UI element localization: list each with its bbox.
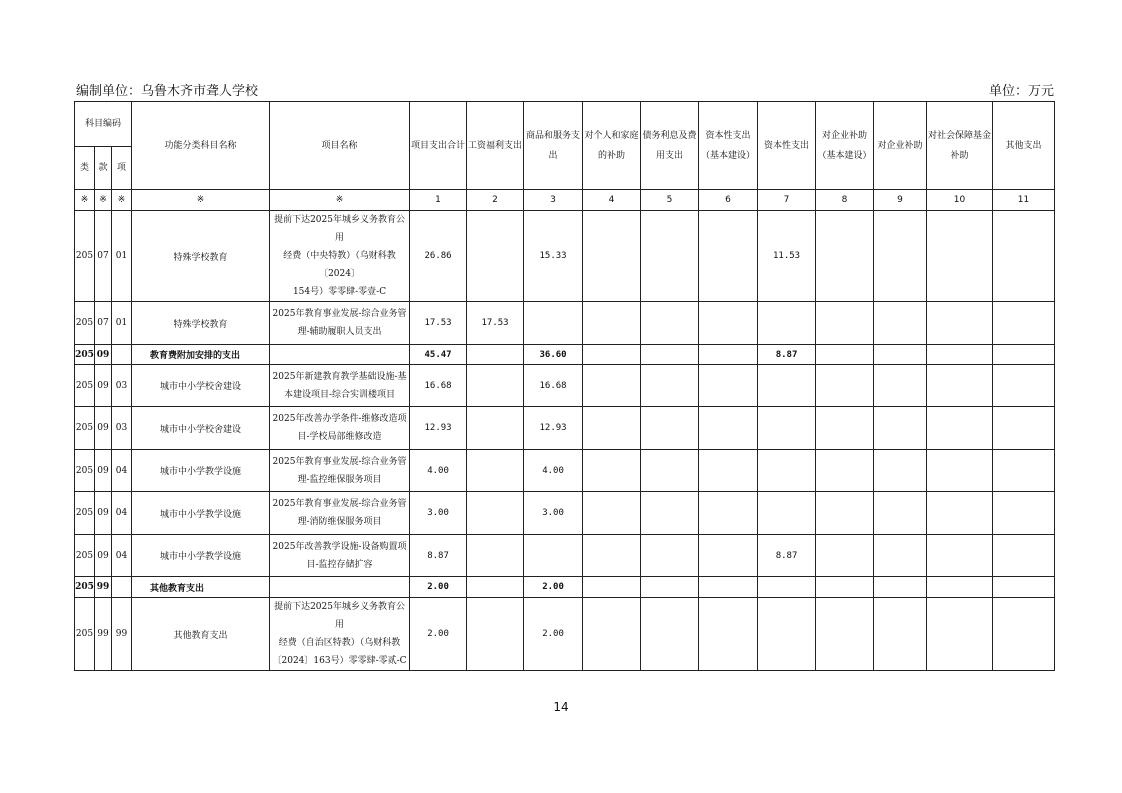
cell-personal bbox=[583, 302, 641, 345]
cell-personal bbox=[583, 598, 641, 671]
cell-kuan: 09 bbox=[95, 450, 112, 492]
cell-social bbox=[927, 577, 993, 598]
cell-enterprise-basic bbox=[816, 345, 874, 365]
cell-proj-name bbox=[270, 407, 410, 450]
cell-enterprise bbox=[874, 598, 927, 671]
cell-lei: 205 bbox=[75, 492, 95, 535]
cell-goods bbox=[524, 535, 583, 577]
cell-wages bbox=[467, 598, 524, 671]
cell-goods: 3.00 bbox=[524, 492, 583, 535]
cell-total: 2.00 bbox=[410, 577, 467, 598]
cell-kuan: 99 bbox=[95, 598, 112, 671]
col-capital-header: 资本性支出 bbox=[758, 102, 816, 190]
cell-total: 4.00 bbox=[410, 450, 467, 492]
col-personal-header: 对个人和家庭的补助 bbox=[583, 102, 641, 190]
proj-line: 提前下达2025年城乡义务教育公用 bbox=[274, 215, 405, 243]
proj-line: 2025年新建教育教学基础设施-基 bbox=[272, 371, 407, 382]
cell-total: 8.87 bbox=[410, 535, 467, 577]
cell-wages bbox=[467, 211, 524, 302]
cell-social bbox=[927, 302, 993, 345]
cell-kuan: 09 bbox=[95, 407, 112, 450]
proj-line: 2025年教育事业发展-综合业务管 bbox=[272, 499, 407, 509]
cell-other bbox=[993, 345, 1055, 365]
cell-social bbox=[927, 407, 993, 450]
cell-other bbox=[993, 365, 1055, 407]
cell-capital-basic bbox=[699, 535, 758, 577]
table-row bbox=[75, 407, 1055, 450]
cell-wages bbox=[467, 450, 524, 492]
cell-enterprise-basic bbox=[816, 492, 874, 535]
cell-lei: 205 bbox=[75, 450, 95, 492]
proj-line: 〔2024〕163号）零零肆-零贰-C bbox=[272, 656, 407, 666]
cell-debt bbox=[641, 211, 699, 302]
cell-total: 17.53 bbox=[410, 302, 467, 345]
cell-capital bbox=[758, 577, 816, 598]
table-row bbox=[75, 598, 1055, 671]
mark-proj: ※ bbox=[270, 190, 410, 211]
col-other-header: 其他支出 bbox=[993, 102, 1055, 190]
cell-lei: 205 bbox=[75, 598, 95, 671]
cell-func-name: 特殊学校教育 bbox=[132, 302, 270, 345]
cell-goods: 36.60 bbox=[524, 345, 583, 365]
cell-other bbox=[993, 211, 1055, 302]
index-5: 5 bbox=[641, 190, 699, 211]
cell-func-name: 其他教育支出 bbox=[132, 577, 270, 598]
cell-goods: 2.00 bbox=[524, 577, 583, 598]
cell-capital: 8.87 bbox=[758, 345, 816, 365]
cell-social bbox=[927, 535, 993, 577]
xiang-header: 项 bbox=[112, 147, 132, 190]
cell-xiang: 99 bbox=[112, 598, 132, 671]
cell-lei: 205 bbox=[75, 302, 95, 345]
cell-personal bbox=[583, 345, 641, 365]
index-6: 6 bbox=[699, 190, 758, 211]
cell-xiang: 04 bbox=[112, 535, 132, 577]
cell-personal bbox=[583, 211, 641, 302]
cell-enterprise-basic bbox=[816, 577, 874, 598]
cell-goods: 16.68 bbox=[524, 365, 583, 407]
cell-other bbox=[993, 492, 1055, 535]
cell-total: 12.93 bbox=[410, 407, 467, 450]
cell-func-name: 城市中小学教学设施 bbox=[132, 450, 270, 492]
proj-line: 目-学校局部维修改造 bbox=[297, 432, 382, 442]
cell-func-name: 特殊学校教育 bbox=[132, 211, 270, 302]
subtotal-row bbox=[75, 345, 1055, 365]
cell-goods: 4.00 bbox=[524, 450, 583, 492]
index-row bbox=[75, 190, 1055, 211]
proj-line: 理-辅助履职人员支出 bbox=[297, 327, 382, 337]
cell-lei: 205 bbox=[75, 211, 95, 302]
mark-func: ※ bbox=[132, 190, 270, 211]
cell-capital-basic bbox=[699, 407, 758, 450]
cell-enterprise bbox=[874, 302, 927, 345]
cell-kuan: 07 bbox=[95, 302, 112, 345]
cell-goods: 2.00 bbox=[524, 598, 583, 671]
currency-unit: 单位：万元 bbox=[988, 84, 1054, 99]
index-7: 7 bbox=[758, 190, 816, 211]
cell-debt bbox=[641, 492, 699, 535]
mark-xiang: ※ bbox=[112, 190, 132, 211]
table-row bbox=[75, 302, 1055, 345]
index-2: 2 bbox=[467, 190, 524, 211]
subtotal-row bbox=[75, 577, 1055, 598]
cell-personal bbox=[583, 365, 641, 407]
cell-other bbox=[993, 598, 1055, 671]
cell-total: 45.47 bbox=[410, 345, 467, 365]
cell-goods bbox=[524, 302, 583, 345]
cell-other bbox=[993, 577, 1055, 598]
proj-line: 2025年教育事业发展-综合业务管 bbox=[272, 309, 407, 319]
cell-capital-basic bbox=[699, 598, 758, 671]
cell-enterprise bbox=[874, 211, 927, 302]
col-enterprise-header: 对企业补助 bbox=[874, 102, 927, 190]
col-enterprise-basic-header: 对企业补助（基本建设） bbox=[816, 102, 874, 190]
index-1: 1 bbox=[410, 190, 467, 211]
table-row bbox=[75, 450, 1055, 492]
table-row bbox=[75, 492, 1055, 535]
cell-proj-name bbox=[270, 302, 410, 345]
project-expenditure-table bbox=[74, 101, 1055, 671]
cell-debt bbox=[641, 302, 699, 345]
cell-social bbox=[927, 345, 993, 365]
cell-kuan: 09 bbox=[95, 535, 112, 577]
cell-debt bbox=[641, 365, 699, 407]
cell-enterprise-basic bbox=[816, 211, 874, 302]
cell-debt bbox=[641, 598, 699, 671]
cell-total: 26.86 bbox=[410, 211, 467, 302]
proj-line: 2025年改善教学设施-设备购置项 bbox=[272, 541, 407, 552]
cell-debt bbox=[641, 407, 699, 450]
cell-kuan: 07 bbox=[95, 211, 112, 302]
cell-social bbox=[927, 450, 993, 492]
cell-enterprise-basic bbox=[816, 598, 874, 671]
proj-name-header: 项目名称 bbox=[270, 102, 410, 190]
mark-lei: ※ bbox=[75, 190, 95, 211]
cell-func-name: 城市中小学教学设施 bbox=[132, 492, 270, 535]
cell-capital bbox=[758, 302, 816, 345]
cell-other bbox=[993, 535, 1055, 577]
cell-enterprise bbox=[874, 407, 927, 450]
index-10: 10 bbox=[927, 190, 993, 211]
cell-debt bbox=[641, 577, 699, 598]
cell-personal bbox=[583, 535, 641, 577]
col-debt-header: 债务利息及费用支出 bbox=[641, 102, 699, 190]
cell-goods: 12.93 bbox=[524, 407, 583, 450]
proj-line: 2025年改善办学条件-维修改造项 bbox=[272, 414, 407, 424]
cell-capital-basic bbox=[699, 450, 758, 492]
proj-line: 经费（中央特教）（乌财科教〔2024〕 bbox=[283, 251, 396, 279]
table-row bbox=[75, 211, 1055, 302]
cell-social bbox=[927, 492, 993, 535]
cell-wages bbox=[467, 535, 524, 577]
cell-capital-basic bbox=[699, 577, 758, 598]
cell-debt bbox=[641, 345, 699, 365]
cell-enterprise bbox=[874, 535, 927, 577]
cell-proj-name bbox=[270, 492, 410, 535]
cell-proj-name bbox=[270, 365, 410, 407]
cell-personal bbox=[583, 407, 641, 450]
cell-other bbox=[993, 407, 1055, 450]
cell-capital bbox=[758, 450, 816, 492]
cell-xiang: 03 bbox=[112, 365, 132, 407]
cell-total: 16.68 bbox=[410, 365, 467, 407]
proj-line: 本建设项目-综合实训楼项目 bbox=[284, 389, 396, 400]
col-wages-header: 工资福利支出 bbox=[467, 102, 524, 190]
func-name-header: 功能分类科目名称 bbox=[132, 102, 270, 190]
cell-enterprise-basic bbox=[816, 450, 874, 492]
cell-proj-name bbox=[270, 535, 410, 577]
index-4: 4 bbox=[583, 190, 641, 211]
cell-wages bbox=[467, 492, 524, 535]
cell-proj-name bbox=[270, 345, 410, 365]
cell-total: 2.00 bbox=[410, 598, 467, 671]
cell-wages bbox=[467, 407, 524, 450]
cell-xiang: 01 bbox=[112, 302, 132, 345]
cell-capital-basic bbox=[699, 365, 758, 407]
cell-capital bbox=[758, 365, 816, 407]
cell-proj-name bbox=[270, 598, 410, 671]
cell-total: 3.00 bbox=[410, 492, 467, 535]
cell-personal bbox=[583, 450, 641, 492]
cell-enterprise-basic bbox=[816, 535, 874, 577]
cell-lei: 205 bbox=[75, 345, 95, 365]
col-total-header: 项目支出合计 bbox=[410, 102, 467, 190]
cell-social bbox=[927, 598, 993, 671]
cell-lei: 205 bbox=[75, 535, 95, 577]
cell-proj-name bbox=[270, 577, 410, 598]
cell-lei: 205 bbox=[75, 407, 95, 450]
cell-xiang: 01 bbox=[112, 211, 132, 302]
cell-capital: 11.53 bbox=[758, 211, 816, 302]
cell-func-name: 其他教育支出 bbox=[132, 598, 270, 671]
code-group-header: 科目编码 bbox=[75, 102, 132, 147]
cell-xiang: 03 bbox=[112, 407, 132, 450]
cell-capital-basic bbox=[699, 345, 758, 365]
cell-capital-basic bbox=[699, 302, 758, 345]
cell-wages bbox=[467, 345, 524, 365]
cell-capital-basic bbox=[699, 211, 758, 302]
page-number: 14 bbox=[553, 700, 569, 714]
proj-line: 提前下达2025年城乡义务教育公用 bbox=[274, 602, 405, 630]
cell-proj-name bbox=[270, 211, 410, 302]
header-row-1 bbox=[75, 102, 1055, 147]
cell-enterprise bbox=[874, 577, 927, 598]
lei-header: 类 bbox=[75, 147, 95, 190]
cell-func-name: 城市中小学教学设施 bbox=[132, 535, 270, 577]
cell-xiang bbox=[112, 345, 132, 365]
cell-enterprise-basic bbox=[816, 302, 874, 345]
col-social-header: 对社会保障基金补助 bbox=[927, 102, 993, 190]
table-row bbox=[75, 535, 1055, 577]
cell-xiang bbox=[112, 577, 132, 598]
cell-social bbox=[927, 211, 993, 302]
cell-lei: 205 bbox=[75, 577, 95, 598]
cell-capital bbox=[758, 492, 816, 535]
cell-other bbox=[993, 302, 1055, 345]
proj-line: 目-监控存储扩容 bbox=[306, 559, 373, 570]
cell-personal bbox=[583, 577, 641, 598]
cell-lei: 205 bbox=[75, 365, 95, 407]
cell-func-name: 城市中小学校舍建设 bbox=[132, 365, 270, 407]
unit-line bbox=[76, 80, 1054, 98]
cell-enterprise bbox=[874, 450, 927, 492]
cell-capital bbox=[758, 407, 816, 450]
index-8: 8 bbox=[816, 190, 874, 211]
cell-wages bbox=[467, 365, 524, 407]
proj-line: 理-监控维保服务项目 bbox=[297, 474, 382, 485]
proj-line: 2025年教育事业发展-综合业务管 bbox=[272, 456, 407, 467]
cell-proj-name bbox=[270, 450, 410, 492]
cell-debt bbox=[641, 535, 699, 577]
index-3: 3 bbox=[524, 190, 583, 211]
cell-other bbox=[993, 450, 1055, 492]
cell-enterprise bbox=[874, 492, 927, 535]
cell-wages: 17.53 bbox=[467, 302, 524, 345]
cell-func-name: 教育费附加安排的支出 bbox=[132, 345, 270, 365]
cell-capital: 8.87 bbox=[758, 535, 816, 577]
cell-personal bbox=[583, 492, 641, 535]
cell-kuan: 99 bbox=[95, 577, 112, 598]
cell-kuan: 09 bbox=[95, 345, 112, 365]
cell-enterprise-basic bbox=[816, 407, 874, 450]
cell-enterprise-basic bbox=[816, 365, 874, 407]
col-goods-header: 商品和服务支出 bbox=[524, 102, 583, 190]
cell-kuan: 09 bbox=[95, 492, 112, 535]
cell-enterprise bbox=[874, 365, 927, 407]
kuan-header: 款 bbox=[95, 147, 112, 190]
cell-xiang: 04 bbox=[112, 492, 132, 535]
cell-capital-basic bbox=[699, 492, 758, 535]
index-9: 9 bbox=[874, 190, 927, 211]
cell-kuan: 09 bbox=[95, 365, 112, 407]
proj-line: 154号）零零肆-零壹-C bbox=[292, 287, 387, 297]
col-capital-basic-header: 资本性支出（基本建设） bbox=[699, 102, 758, 190]
cell-social bbox=[927, 365, 993, 407]
cell-debt bbox=[641, 450, 699, 492]
cell-func-name: 城市中小学校舍建设 bbox=[132, 407, 270, 450]
cell-enterprise bbox=[874, 345, 927, 365]
cell-capital bbox=[758, 598, 816, 671]
mark-kuan: ※ bbox=[95, 190, 112, 211]
compiling-unit: 编制单位：乌鲁木齐市聋人学校 bbox=[76, 84, 259, 99]
proj-line: 理-消防维保服务项目 bbox=[297, 517, 382, 527]
proj-line: 经费（自治区特教）（乌财科教 bbox=[278, 638, 401, 648]
cell-xiang: 04 bbox=[112, 450, 132, 492]
cell-wages bbox=[467, 577, 524, 598]
table-row bbox=[75, 365, 1055, 407]
cell-goods: 15.33 bbox=[524, 211, 583, 302]
index-11: 11 bbox=[993, 190, 1055, 211]
